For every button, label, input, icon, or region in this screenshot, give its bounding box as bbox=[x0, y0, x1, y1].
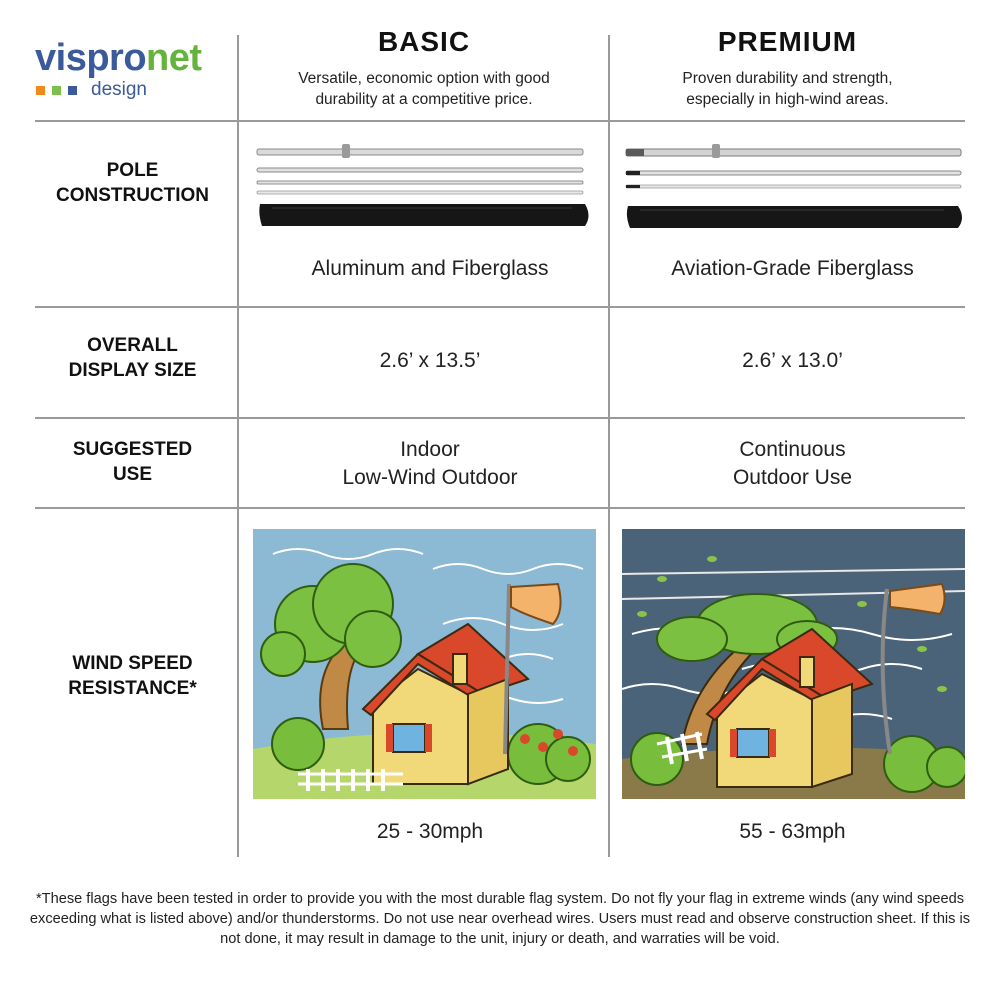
size-basic-value: 2.6’ x 13.5’ bbox=[379, 349, 481, 372]
brand-name-part1: vispro bbox=[35, 37, 147, 79]
plan-desc-basic-line2: durability at a competitive price. bbox=[315, 91, 533, 108]
premium-wind-illustration bbox=[622, 529, 965, 799]
brand-name-part2: net bbox=[146, 37, 202, 79]
row-label-wind bbox=[35, 651, 230, 701]
use-premium-line1: Continuous bbox=[739, 438, 846, 461]
divider-row-3 bbox=[35, 417, 965, 419]
use-premium-value bbox=[610, 436, 975, 492]
row-label-use-line1: SUGGESTED bbox=[72, 439, 193, 460]
plan-desc-basic-line1: Versatile, economic option with good bbox=[298, 70, 550, 87]
logo-square-orange bbox=[36, 86, 45, 95]
plan-desc-premium bbox=[610, 68, 965, 110]
basic-pole-kit-image bbox=[252, 140, 597, 235]
row-label-size-line1: OVERALL bbox=[87, 335, 178, 356]
size-premium-value: 2.6’ x 13.0’ bbox=[742, 349, 843, 372]
row-label-pole bbox=[35, 158, 230, 208]
disclaimer-footnote: *These flags have been tested in order to provide you with the most durable flag system. Do not fly your flag in extreme winds (any wind speeds exceeding what is listed above) and/or thunderstorms. Do not use near overhead wires. Users must read and observe construction sheet. If this is not done, it may result in damage to the unit, injury or death, and warraties will be void. bbox=[29, 891, 971, 947]
brand-sub: design bbox=[91, 79, 147, 100]
row-label-wind-line2: RESISTANCE* bbox=[68, 678, 197, 699]
row-label-wind-line1: WIND SPEED bbox=[72, 653, 193, 674]
row-label-pole-line2: CONSTRUCTION bbox=[55, 185, 210, 206]
plan-desc-premium-line1: Proven durability and strength, bbox=[682, 70, 893, 87]
row-label-use bbox=[35, 437, 230, 487]
premium-pole-kit-image bbox=[622, 140, 967, 235]
pole-premium-value: Aviation-Grade Fiberglass bbox=[671, 257, 914, 280]
basic-wind-illustration bbox=[253, 529, 596, 799]
plan-title-premium: PREMIUM bbox=[717, 26, 858, 57]
wind-premium-value: 55 - 63mph bbox=[739, 820, 846, 843]
logo-square-blue bbox=[68, 86, 77, 95]
wind-basic-value: 25 - 30mph bbox=[376, 820, 484, 843]
plan-desc-basic bbox=[240, 68, 608, 110]
use-basic-line2: Low-Wind Outdoor bbox=[342, 466, 518, 489]
divider-row-2 bbox=[35, 306, 965, 308]
divider-row-4 bbox=[35, 507, 965, 509]
plan-title-basic: BASIC bbox=[377, 26, 471, 57]
logo-square-green bbox=[52, 86, 61, 95]
use-basic-value bbox=[240, 436, 620, 492]
row-label-use-line2: USE bbox=[112, 464, 153, 485]
row-label-size bbox=[35, 333, 230, 383]
divider-vertical-1 bbox=[237, 35, 239, 857]
row-label-size-line2: DISPLAY SIZE bbox=[68, 360, 197, 381]
brand-wordmark bbox=[35, 38, 202, 78]
pole-basic-value: Aluminum and Fiberglass bbox=[311, 257, 549, 280]
row-label-pole-line1: POLE bbox=[106, 160, 159, 181]
plan-desc-premium-line2: especially in high-wind areas. bbox=[686, 91, 889, 108]
use-premium-line2: Outdoor Use bbox=[732, 466, 853, 489]
divider-row-1 bbox=[35, 120, 965, 122]
use-basic-line1: Indoor bbox=[400, 438, 460, 461]
